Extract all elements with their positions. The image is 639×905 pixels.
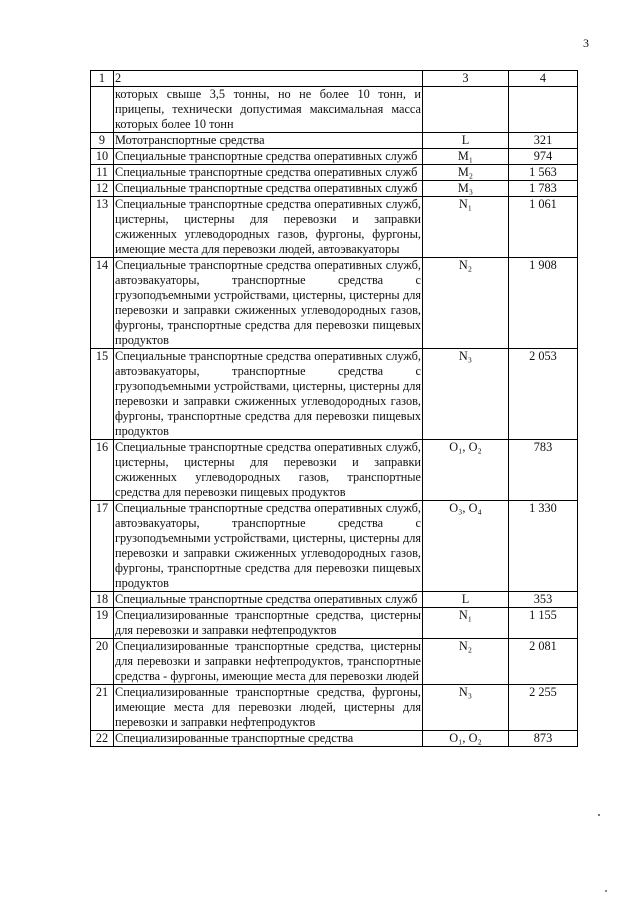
row-description: Специальные транспортные средства оперативных служб [114, 181, 423, 197]
table-row [91, 149, 578, 165]
table-row [91, 165, 578, 181]
table-row [91, 639, 578, 685]
row-category: O₁, O₂ [423, 440, 509, 501]
row-number: 9 [91, 133, 114, 149]
table-row [91, 197, 578, 258]
row-description: Специальные транспортные средства оперативных служб [114, 165, 423, 181]
row-number: 22 [91, 731, 114, 747]
row-value: 783 [509, 440, 578, 501]
row-description: Специальные транспортные средства оперативных служб, автоэвакуаторы, транспортные средства с грузоподъемными устройствами, цистерны, цистерны для перевозки и заправки сжиженных углеводородных газов, фургоны, транспортные средства для перевозки пищевых продуктов [115, 258, 421, 347]
row-description: Специальные транспортные средства оперативных служб, цистерны, цистерны для перевозки и заправки сжиженных углеводородных газов, фургоны, фургоны, имеющие места для перевозки людей, автоэвакуаторы [115, 197, 421, 256]
row-value: 1 061 [509, 197, 578, 258]
row-number: 17 [91, 501, 114, 592]
row-category: L [423, 592, 509, 608]
row-category: N₂ [423, 639, 509, 685]
table-row [91, 440, 578, 501]
row-category: N₂ [423, 258, 509, 349]
row-value: 1 783 [509, 181, 578, 197]
row-number: 14 [91, 258, 114, 349]
table-row [91, 501, 578, 592]
row-category: N₁ [423, 197, 509, 258]
row-description: Специальные транспортные средства оперативных служб, цистерны, цистерны для перевозки и заправки сжиженных углеводородных газов, транспортные средства для перевозки пищевых продуктов [115, 440, 421, 499]
header-col-4: 4 [509, 71, 578, 87]
row-value: 2 081 [509, 639, 578, 685]
row-value: 2 053 [509, 349, 578, 440]
row-category: N₃ [423, 349, 509, 440]
row-description: Специализированные транспортные средства, цистерны для перевозки и заправки нефтепродуктов [115, 608, 421, 637]
table-body [91, 71, 578, 747]
table-row [91, 592, 578, 608]
row-category: M₁ [423, 149, 509, 165]
row-number: 19 [91, 608, 114, 639]
row-description: Специальные транспортные средства оперативных служб, автоэвакуаторы, транспортные средства с грузоподъемными устройствами, цистерны, цистерны для перевозки и заправки сжиженных углеводородных газов, фургоны, транспортные средства для перевозки пищевых продуктов [115, 349, 421, 438]
header-col-1: 1 [91, 71, 114, 87]
table-row [91, 258, 578, 349]
row-category: N₃ [423, 685, 509, 731]
row-category: L [423, 133, 509, 149]
row-category: O₁, O₂ [423, 731, 509, 747]
row-number: 18 [91, 592, 114, 608]
row-value: 1 155 [509, 608, 578, 639]
row-number: 15 [91, 349, 114, 440]
row-description: Мототранспортные средства [114, 133, 423, 149]
table-row [91, 608, 578, 639]
table-row [91, 133, 578, 149]
row-value: 873 [509, 731, 578, 747]
row-description: Специальные транспортные средства оперативных служб [114, 592, 423, 608]
row-description: которых свыше 3,5 тонны, но не более 10 тонн, и прицепы, технически допустимая максимальная масса которых более 10 тонн [115, 87, 421, 131]
vehicle-table [90, 70, 578, 747]
header-col-2: 2 [114, 71, 423, 87]
row-value: 321 [509, 133, 578, 149]
row-description: Специализированные транспортные средства, цистерны для перевозки и заправки нефтепродуктов, транспортные средства - фургоны, имеющие места для перевозки людей [115, 639, 421, 683]
row-value: 1 908 [509, 258, 578, 349]
row-category: M₃ [423, 181, 509, 197]
row-category [423, 87, 509, 133]
row-number [91, 87, 114, 133]
scan-speck [598, 814, 600, 816]
row-description: Специализированные транспортные средства, фургоны, имеющие места для перевозки людей, цистерны для перевозки и заправки нефтепродуктов [115, 685, 421, 729]
row-category: M₂ [423, 165, 509, 181]
row-value: 1 330 [509, 501, 578, 592]
table-header-row [91, 71, 578, 87]
row-value [509, 87, 578, 133]
row-description: Специализированные транспортные средства [114, 731, 423, 747]
page-number: 3 [583, 36, 589, 50]
row-value: 2 255 [509, 685, 578, 731]
row-number: 10 [91, 149, 114, 165]
scan-speck [605, 890, 607, 892]
header-col-3: 3 [423, 71, 509, 87]
table-row [91, 349, 578, 440]
row-value: 353 [509, 592, 578, 608]
table-row [91, 87, 578, 133]
row-description: Специальные транспортные средства оперативных служб [114, 149, 423, 165]
table-row [91, 685, 578, 731]
row-number: 21 [91, 685, 114, 731]
row-value: 974 [509, 149, 578, 165]
row-category: O₃, O₄ [423, 501, 509, 592]
row-value: 1 563 [509, 165, 578, 181]
row-number: 20 [91, 639, 114, 685]
row-number: 16 [91, 440, 114, 501]
row-description: Специальные транспортные средства оперативных служб, автоэвакуаторы, транспортные средства с грузоподъемными устройствами, цистерны, цистерны для перевозки и заправки сжиженных углеводородных газов, фургоны, транспортные средства для перевозки пищевых продуктов [115, 501, 421, 590]
row-number: 13 [91, 197, 114, 258]
row-number: 12 [91, 181, 114, 197]
row-number: 11 [91, 165, 114, 181]
row-category: N₁ [423, 608, 509, 639]
table-row [91, 181, 578, 197]
table-row [91, 731, 578, 747]
